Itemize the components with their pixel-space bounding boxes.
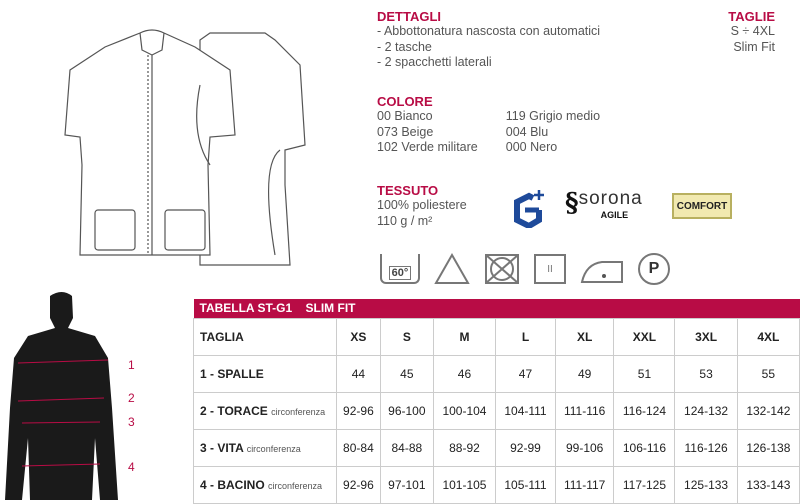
table-row [194,429,800,466]
fabric-composition: 100% poliestere [377,198,467,212]
table-cell: 104-111 [496,392,556,429]
dry-clean-p-icon: P [638,253,670,285]
color-item: 073 Beige [377,124,434,139]
table-cell: 92-99 [496,429,556,466]
table-cell: 126-138 [737,429,799,466]
marker-2: 2 [128,391,135,405]
table-fit: SLIM FIT [305,301,356,316]
size-header: XL [555,318,614,355]
wash-60-icon [380,254,420,284]
table-cell: 92-96 [337,392,381,429]
table-cell: 96-100 [380,392,433,429]
table-cell: 111-117 [555,466,614,503]
size-header: XS [337,318,381,355]
table-cell: 106-116 [614,429,675,466]
details-section [377,9,600,71]
measure-name: 3 - VITA [200,440,244,455]
size-label: TAGLIA [194,318,337,355]
table-cell: 105-111 [496,466,556,503]
color-item: 102 Verde militare [377,140,478,154]
fabric-title: TESSUTO [377,183,439,198]
wash-temp: 60° [389,266,412,280]
size-table [193,299,800,504]
table-cell: 84-88 [380,429,433,466]
color-item: 004 Blu [505,124,549,139]
sizes-title: TAGLIE [728,9,775,24]
table-cell: 92-96 [337,466,381,503]
table-cell: 133-143 [737,466,799,503]
measure-note: circonferenza [268,480,323,491]
table-cell: 125-133 [675,466,737,503]
sorona-logo [565,188,643,220]
table-cell: 49 [555,355,614,392]
table-cell: 100-104 [433,392,495,429]
row-label [194,466,337,503]
table-cell: 124-132 [675,392,737,429]
table-cell: 46 [433,355,495,392]
size-header: L [496,318,556,355]
size-header: S [380,318,433,355]
size-header: XXL [614,318,675,355]
table-cell: 55 [737,355,799,392]
sizes-range: S ÷ 4XL [730,24,775,38]
table-cell: 116-124 [614,392,675,429]
bleach-triangle-icon [434,253,470,285]
agile-label: AGILE [600,210,629,220]
table-title: TABELLA ST-G1 [199,301,293,316]
table-cell: 116-126 [675,429,737,466]
table-cell: 99-106 [555,429,614,466]
size-header: 4XL [737,318,799,355]
comfort-label: COMFORT [676,200,728,212]
table-cell: 47 [496,355,556,392]
table-header [194,299,800,318]
sorona-s-icon: § [565,188,579,218]
g-plus-logo-icon [511,188,547,228]
measure-name: 4 - BACINO [200,477,265,492]
measure-name: 1 - SPALLE [200,366,264,381]
size-header: 3XL [675,318,737,355]
table-cell: 117-125 [614,466,675,503]
care-icons [380,253,670,285]
marker-1: 1 [128,358,135,372]
table-cell: 88-92 [433,429,495,466]
comfort-logo [672,193,732,219]
details-title: DETTAGLI [377,9,442,24]
colors-section [377,94,600,156]
table-cell: 51 [614,355,675,392]
sorona-label: sorona [578,188,643,209]
table-row [194,318,800,355]
table-cell: 53 [675,355,737,392]
color-item: 00 Bianco [377,109,433,123]
measure-name: 2 - TORACE [200,403,268,418]
table-row [194,466,800,503]
table-cell: 97-101 [380,466,433,503]
detail-item: - 2 spacchetti laterali [377,55,492,69]
body-silhouette [0,288,125,500]
measure-note: circonferenza [271,406,326,417]
sizes-fit: Slim Fit [733,39,775,54]
size-header: M [433,318,495,355]
table-cell: 80-84 [337,429,381,466]
color-item: 000 Nero [505,140,558,154]
table-row [194,392,800,429]
garment-drawing [60,25,310,275]
table-cell: 44 [337,355,381,392]
row-label [194,355,337,392]
detail-item: - Abbottonatura nascosta con automatici [377,24,601,38]
marker-4: 4 [128,460,135,474]
table-cell: 45 [380,355,433,392]
detail-item: - 2 tasche [377,39,432,54]
color-item: 119 Grigio medio [505,109,601,123]
table-row [194,355,800,392]
line-dry-icon: II [534,254,566,284]
row-label [194,392,337,429]
colors-title: COLORE [377,94,433,109]
no-tumble-dry-icon [484,253,520,285]
sizes-section [690,9,775,55]
measure-note: circonferenza [246,443,301,454]
table-cell: 101-105 [433,466,495,503]
table-cell: 111-116 [555,392,614,429]
iron-icon [580,254,624,284]
fabric-weight: 110 g / m² [377,213,433,228]
row-label [194,429,337,466]
fabric-section [377,183,467,229]
table-cell: 132-142 [737,392,799,429]
marker-3: 3 [128,415,135,429]
